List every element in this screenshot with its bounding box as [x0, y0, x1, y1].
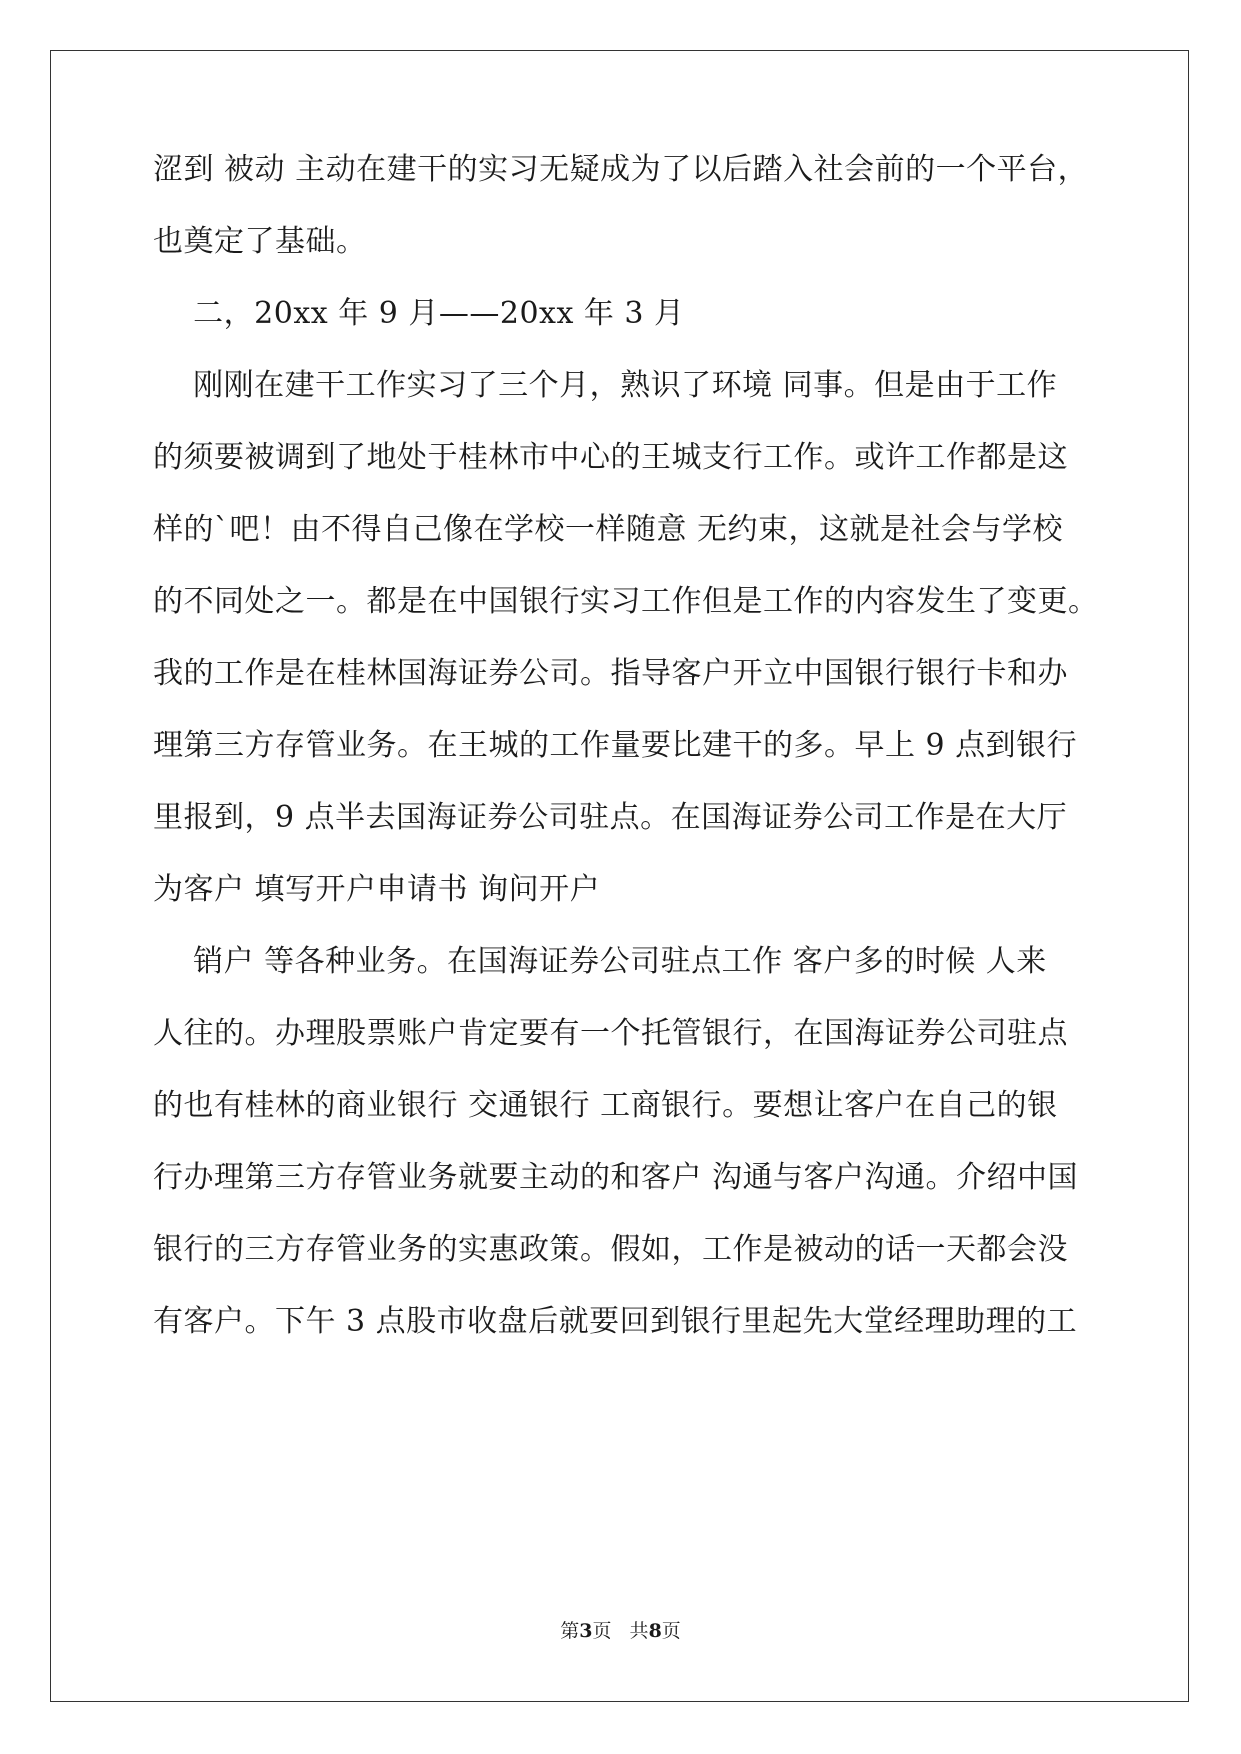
text-line: 刚刚在建干工作实习了三个月，熟识了环境 同事。但是由于工作 — [153, 368, 1058, 403]
text-line: 我的工作是在桂林国海证券公司。指导客户开立中国银行银行卡和办 — [153, 656, 1068, 691]
total-pages-number: 8 — [648, 1620, 662, 1642]
section-heading: 二，20xx 年 9 月——20xx 年 3 月 — [153, 296, 685, 331]
text-line: 的须要被调到了地处于桂林市中心的王城支行工作。或许工作都是这 — [153, 440, 1068, 475]
text-line: 里报到，9 点半去国海证券公司驻点。在国海证券公司工作是在大厅 — [153, 800, 1068, 835]
page-footer — [0, 1618, 1241, 1644]
footer-prefix: 第 — [560, 1620, 580, 1642]
text-line: 的不同处之一。都是在中国银行实习工作但是工作的内容发生了变更。 — [153, 584, 1099, 619]
footer-middle: 页 共 — [592, 1620, 649, 1642]
text-line: 的也有桂林的商业银行 交通银行 工商银行。要想让客户在自己的银 — [153, 1088, 1058, 1123]
footer-suffix: 页 — [661, 1620, 681, 1642]
text-line: 行办理第三方存管业务就要主动的和客户 沟通与客户沟通。介绍中国 — [153, 1160, 1079, 1195]
text-line: 样的`吧！由不得自己像在学校一样随意 无约束，这就是社会与学校 — [153, 512, 1064, 547]
text-line: 也奠定了基础。 — [153, 224, 367, 259]
text-line: 涩到 被动 主动在建干的实习无疑成为了以后踏入社会前的一个平台， — [153, 152, 1089, 187]
text-line: 理第三方存管业务。在王城的工作量要比建干的多。早上 9 点到银行 — [153, 728, 1078, 763]
text-line: 银行的三方存管业务的实惠政策。假如，工作是被动的话一天都会没 — [153, 1232, 1068, 1267]
current-page-number: 3 — [579, 1620, 593, 1642]
text-line: 有客户。下午 3 点股市收盘后就要回到银行里起先大堂经理助理的工 — [153, 1304, 1078, 1339]
text-line: 销户 等各种业务。在国海证券公司驻点工作 客户多的时候 人来 — [153, 944, 1047, 979]
text-line: 为客户 填写开户申请书 询问开户 — [153, 872, 601, 907]
text-line: 人往的。办理股票账户肯定要有一个托管银行，在国海证券公司驻点 — [153, 1016, 1068, 1051]
